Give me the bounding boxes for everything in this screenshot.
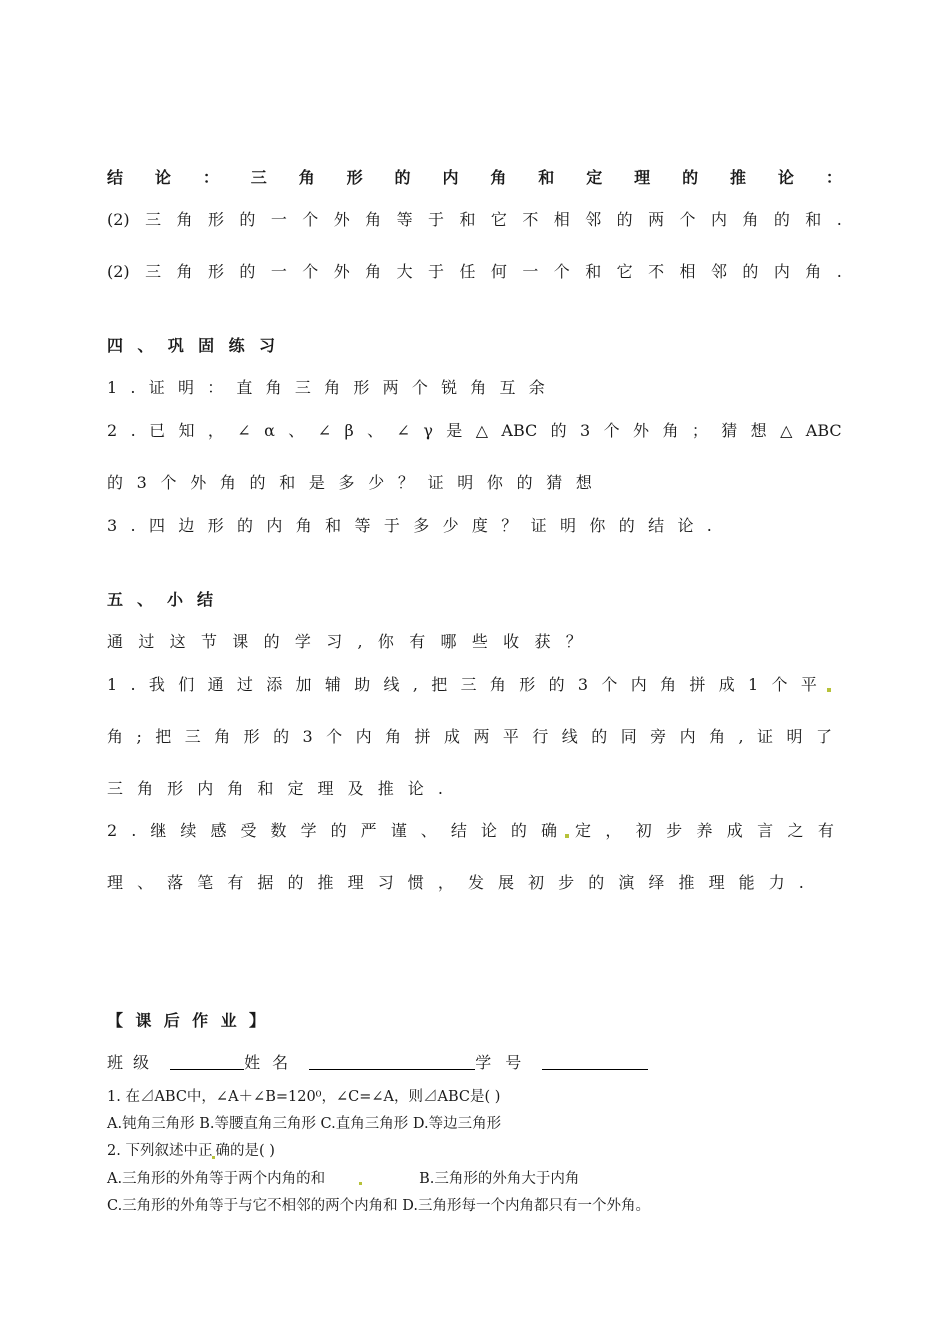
q2-text-part1: 2. 下列叙述中正: [107, 1143, 213, 1159]
summary-point1-line2: 角 ; 把 三 角 形 的 3 个 内 角 拼 成 两 平 行 线 的 同 旁 内 角 , 证 明 了: [107, 727, 832, 746]
summary-point2-line2: 理 、 落 笔 有 据 的 推 理 习 惯 ， 发 展 初 步 的 演 绎 推 理 能 力 .: [107, 873, 804, 892]
corollary-2: (2) 三 角 形 的 一 个 外 角 大 于 任 何 一 个 和 它 不 相 邻 的 内 角 .: [107, 262, 842, 281]
exercise-1: 1 . 证 明 ： 直 角 三 角 形 两 个 锐 角 互 余: [107, 378, 545, 397]
homework-q2-options-ab: [107, 1168, 842, 1190]
homework-q2-options-cd: C.三角形的外角等于与它不相邻的两个内角和 D.三角形每一个内角都只有一个外角。: [107, 1198, 651, 1214]
dot-mark: [359, 1182, 362, 1185]
dot-mark: [565, 834, 569, 838]
homework-q2: [107, 1140, 842, 1162]
q2-option-a: A.三角形的外角等于两个内角的和: [107, 1171, 326, 1187]
dot-mark: [827, 688, 831, 692]
section5-title: 五 、 小 结: [107, 590, 213, 609]
section4-title: 四 、 巩 固 练 习: [107, 336, 275, 355]
student-info-row: [107, 1052, 667, 1074]
summary-point1-line3: 三 角 形 内 角 和 定 理 及 推 论 .: [107, 779, 443, 798]
q2-option-b: B.三角形的外角大于内角: [419, 1171, 580, 1187]
q2-text-part2: 确的是( ): [215, 1143, 275, 1159]
homework-q1: 1. 在⊿ABC中，∠A＋∠B=120⁰，∠C=∠A，则⊿ABC是( ): [107, 1089, 501, 1105]
homework-q1-options: A.钝角三角形 B.等腰直角三角形 C.直角三角形 D.等边三角形: [107, 1116, 502, 1132]
name-blank[interactable]: [309, 1053, 475, 1070]
exercise-2-line2: 的 3 个 外 角 的 和 是 多 少 ？ 证 明 你 的 猜 想: [107, 473, 592, 492]
summary-point2-line1: 2 . 继 续 感 受 数 学 的 严 谨 、 结 论 的 确 定 ， 初 步 养 成 言 之 有: [107, 821, 834, 840]
exercise-2-line1: 2 . 已 知 ， ∠ α 、 ∠ β 、 ∠ γ 是 △ ABC 的 3 个 外 角 ； 猜 想 △ ABC: [107, 421, 842, 440]
conclusion-heading: 结 论 ： 三 角 形 的 内 角 和 定 理 的 推 论 ：: [107, 168, 842, 187]
class-blank[interactable]: [170, 1053, 244, 1070]
homework-title: 【 课 后 作 业 】: [107, 1011, 265, 1030]
class-label: 班级: [107, 1053, 160, 1072]
id-label: 学号: [475, 1053, 536, 1072]
name-label: 姓名: [244, 1053, 301, 1072]
id-blank[interactable]: [542, 1053, 648, 1070]
summary-point1-line1: 1 . 我 们 通 过 添 加 辅 助 线 , 把 三 角 形 的 3 个 内 角 拼 成 1 个 平: [107, 674, 842, 696]
corollary-1: (2) 三 角 形 的 一 个 外 角 等 于 和 它 不 相 邻 的 两 个 内 角 的 和 .: [107, 210, 842, 229]
summary-intro: 通 过 这 节 课 的 学 习 , 你 有 哪 些 收 获 ？: [107, 632, 582, 651]
exercise-3: 3 . 四 边 形 的 内 角 和 等 于 多 少 度 ？ 证 明 你 的 结 论 .: [107, 516, 712, 535]
